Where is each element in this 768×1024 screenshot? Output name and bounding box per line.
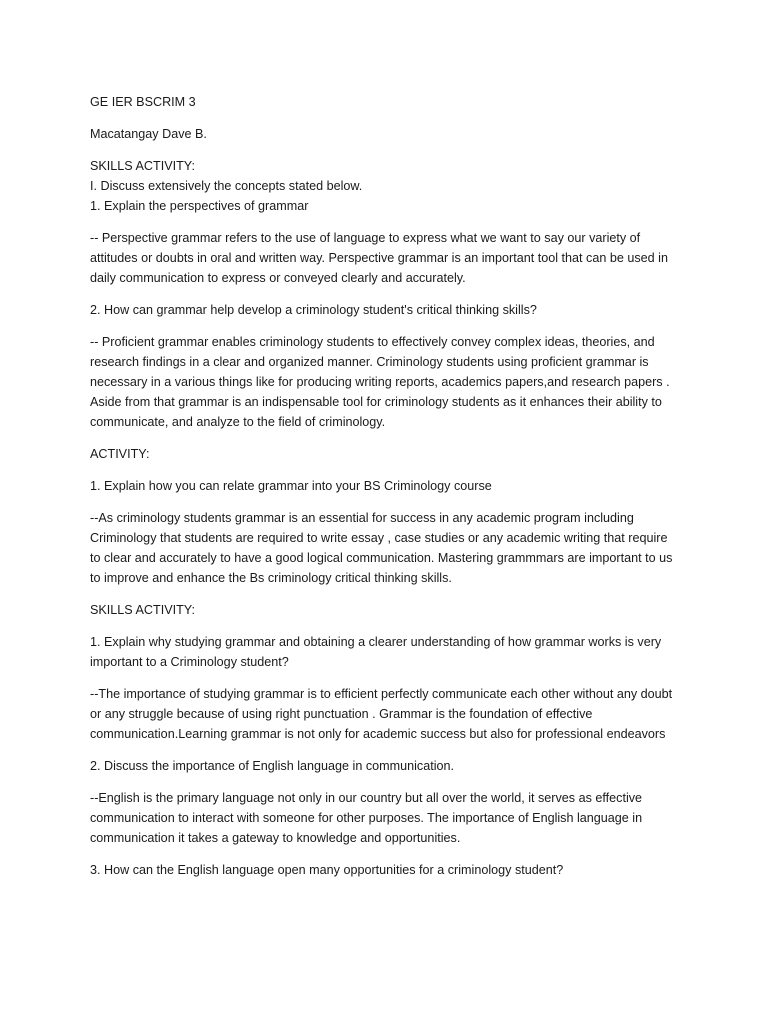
question-critical-thinking: 2. How can grammar help develop a criminology student's critical thinking skills? [90,303,537,317]
question-relate-grammar: 1. Explain how you can relate grammar into your BS Criminology course [90,479,492,493]
course-code: GE IER BSCRIM 3 [90,95,196,109]
answer-critical-thinking: -- Proficient grammar enables criminology students to effectively convey complex ideas, theories, and research findings in a clear and organized manner. Criminology students using proficient grammar is necessary in a various things like for producing writing reports, academics papers,and research papers . Aside from that grammar is an indispensable tool for criminology students as it enhances their ability to communicate, and analyze to the field of criminology. [90,335,670,429]
question-perspectives-of-grammar: 1. Explain the perspectives of grammar [90,199,309,213]
answer-english-communication: --English is the primary language not only in our country but all over the world, it serves as effective communication to interact with someone for other purposes. The importance of English language in communication it takes a gateway to knowledge and opportunities. [90,791,643,845]
section-title-skills-activity: SKILLS ACTIVITY: [90,159,195,173]
student-name: Macatangay Dave B. [90,127,207,141]
document-page [90,92,680,892]
answer-perspectives-of-grammar: -- Perspective grammar refers to the use of language to express what we want to say our variety of attitudes or doubts in oral and written way. Perspective grammar is an important tool that can be used in daily communication to express or conveyed clearly and accurately. [90,231,668,285]
question-why-study-grammar: 1. Explain why studying grammar and obtaining a clearer understanding of how grammar works is very important to a Criminology student? [90,635,662,669]
answer-relate-grammar: --As criminology students grammar is an essential for success in any academic program including Criminology that students are required to write essay , case studies or any academic writing that require to clear and accurately to have a good logical communication. Mastering grammmars are important to us to improve and enhance the Bs criminology critical thinking skills. [90,511,673,585]
section-title-activity: ACTIVITY: [90,447,150,461]
section-title-skills-activity-2: SKILLS ACTIVITY: [90,603,195,617]
instruction-line: I. Discuss extensively the concepts stated below. [90,179,363,193]
question-english-opportunities: 3. How can the English language open many opportunities for a criminology student? [90,863,564,877]
question-english-communication: 2. Discuss the importance of English language in communication. [90,759,455,773]
answer-why-study-grammar: --The importance of studying grammar is to efficient perfectly communicate each other without any doubt or any struggle because of using right punctuation . Grammar is the foundation of effective communication.Learning grammar is not only for academic success but also for professional endeavors [90,687,673,741]
